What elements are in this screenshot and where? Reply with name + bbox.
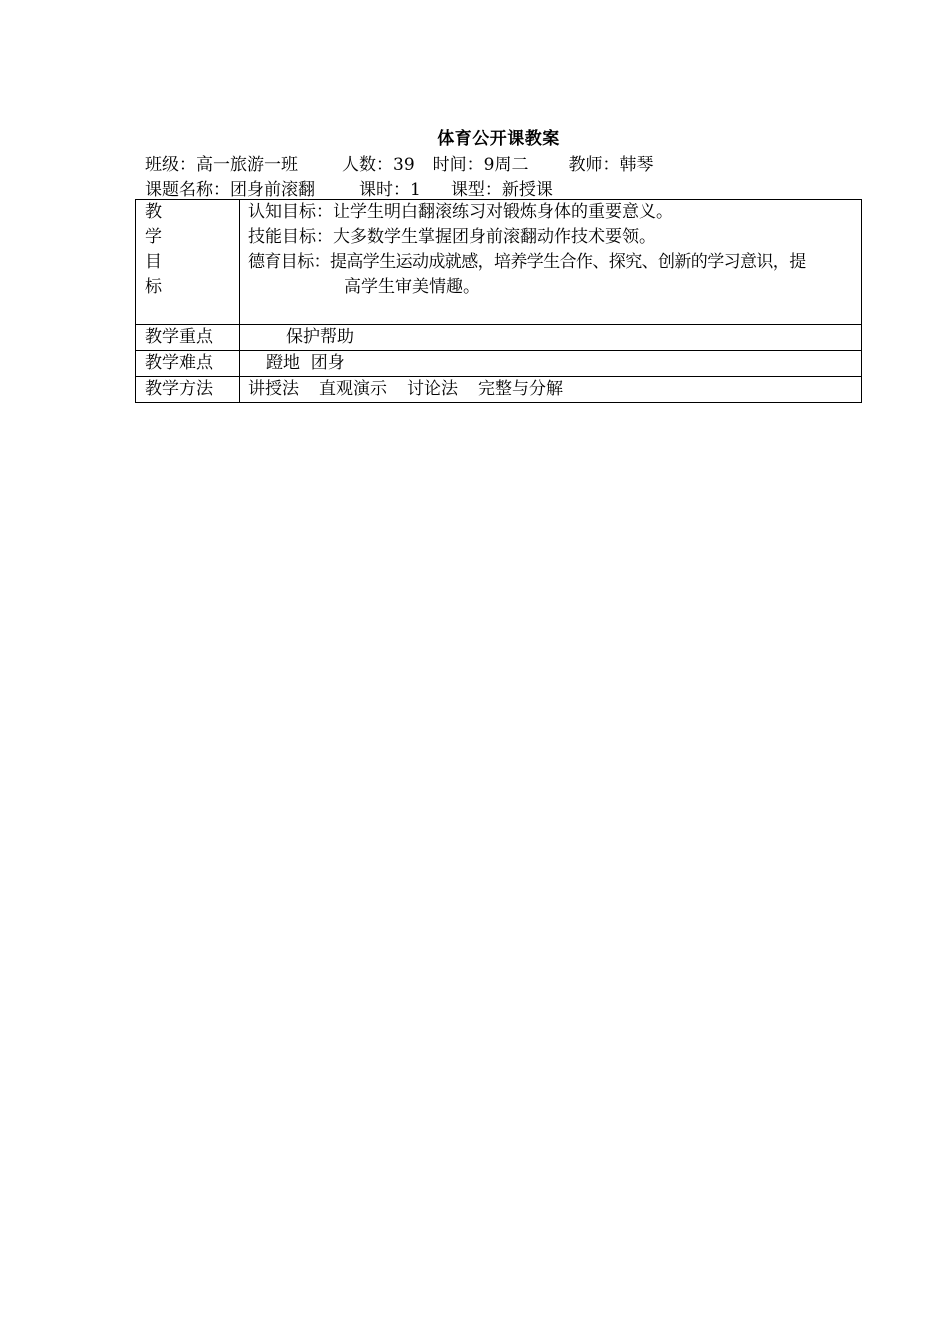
key-point-cell (240, 325, 862, 351)
key-point-row (136, 325, 862, 351)
teacher-field: 教师：韩琴 (568, 155, 654, 175)
method-item: 完整与分解 (478, 379, 563, 399)
hours-field: 课时：1 (359, 180, 421, 200)
class-field: 班级：高一旅游一班 (145, 155, 298, 175)
lesson-type-field: 课型：新授课 (450, 180, 553, 200)
student-count-field: 人数：39 (342, 155, 415, 175)
method-label: 教学方法 (136, 377, 240, 403)
key-point-value: 保护帮助 (286, 327, 354, 347)
method-item: 讨论法 (407, 379, 458, 399)
goals-label-char: 目 (145, 252, 162, 272)
method-row (136, 377, 862, 403)
difficulty-row (136, 351, 862, 377)
goals-content-cell (240, 200, 862, 325)
goals-label-cell (136, 200, 240, 325)
time-field: 时间：9周二 (432, 155, 529, 175)
difficulty-label: 教学难点 (136, 351, 240, 377)
goals-label-char: 教 (145, 202, 162, 222)
moral-goal: 德育目标：提高学生运动成就感，培养学生合作、探究、创新的学习意识，提 (248, 252, 806, 272)
goals-row (136, 200, 862, 325)
moral-goal-continued: 高学生审美情趣。 (344, 277, 480, 297)
skill-goal: 技能目标：大多数学生掌握团身前滚翻动作技术要领。 (248, 227, 656, 247)
goals-label-char: 学 (145, 227, 162, 247)
difficulty-value: 蹬地 团身 (266, 353, 345, 373)
method-item: 直观演示 (319, 379, 387, 399)
difficulty-cell (240, 351, 862, 377)
key-point-label: 教学重点 (136, 325, 240, 351)
cognitive-goal: 认知目标：让学生明白翻滚练习对锻炼身体的重要意义。 (248, 202, 673, 222)
lesson-plan-table (135, 199, 862, 403)
info-line-1 (145, 150, 653, 175)
info-line-2 (145, 175, 553, 200)
method-item: 讲授法 (248, 379, 299, 399)
method-cell (240, 377, 862, 403)
document-title: 体育公开课教案 (437, 129, 560, 149)
topic-field: 课题名称：团身前滚翻 (145, 180, 315, 200)
goals-label-char: 标 (145, 277, 162, 297)
